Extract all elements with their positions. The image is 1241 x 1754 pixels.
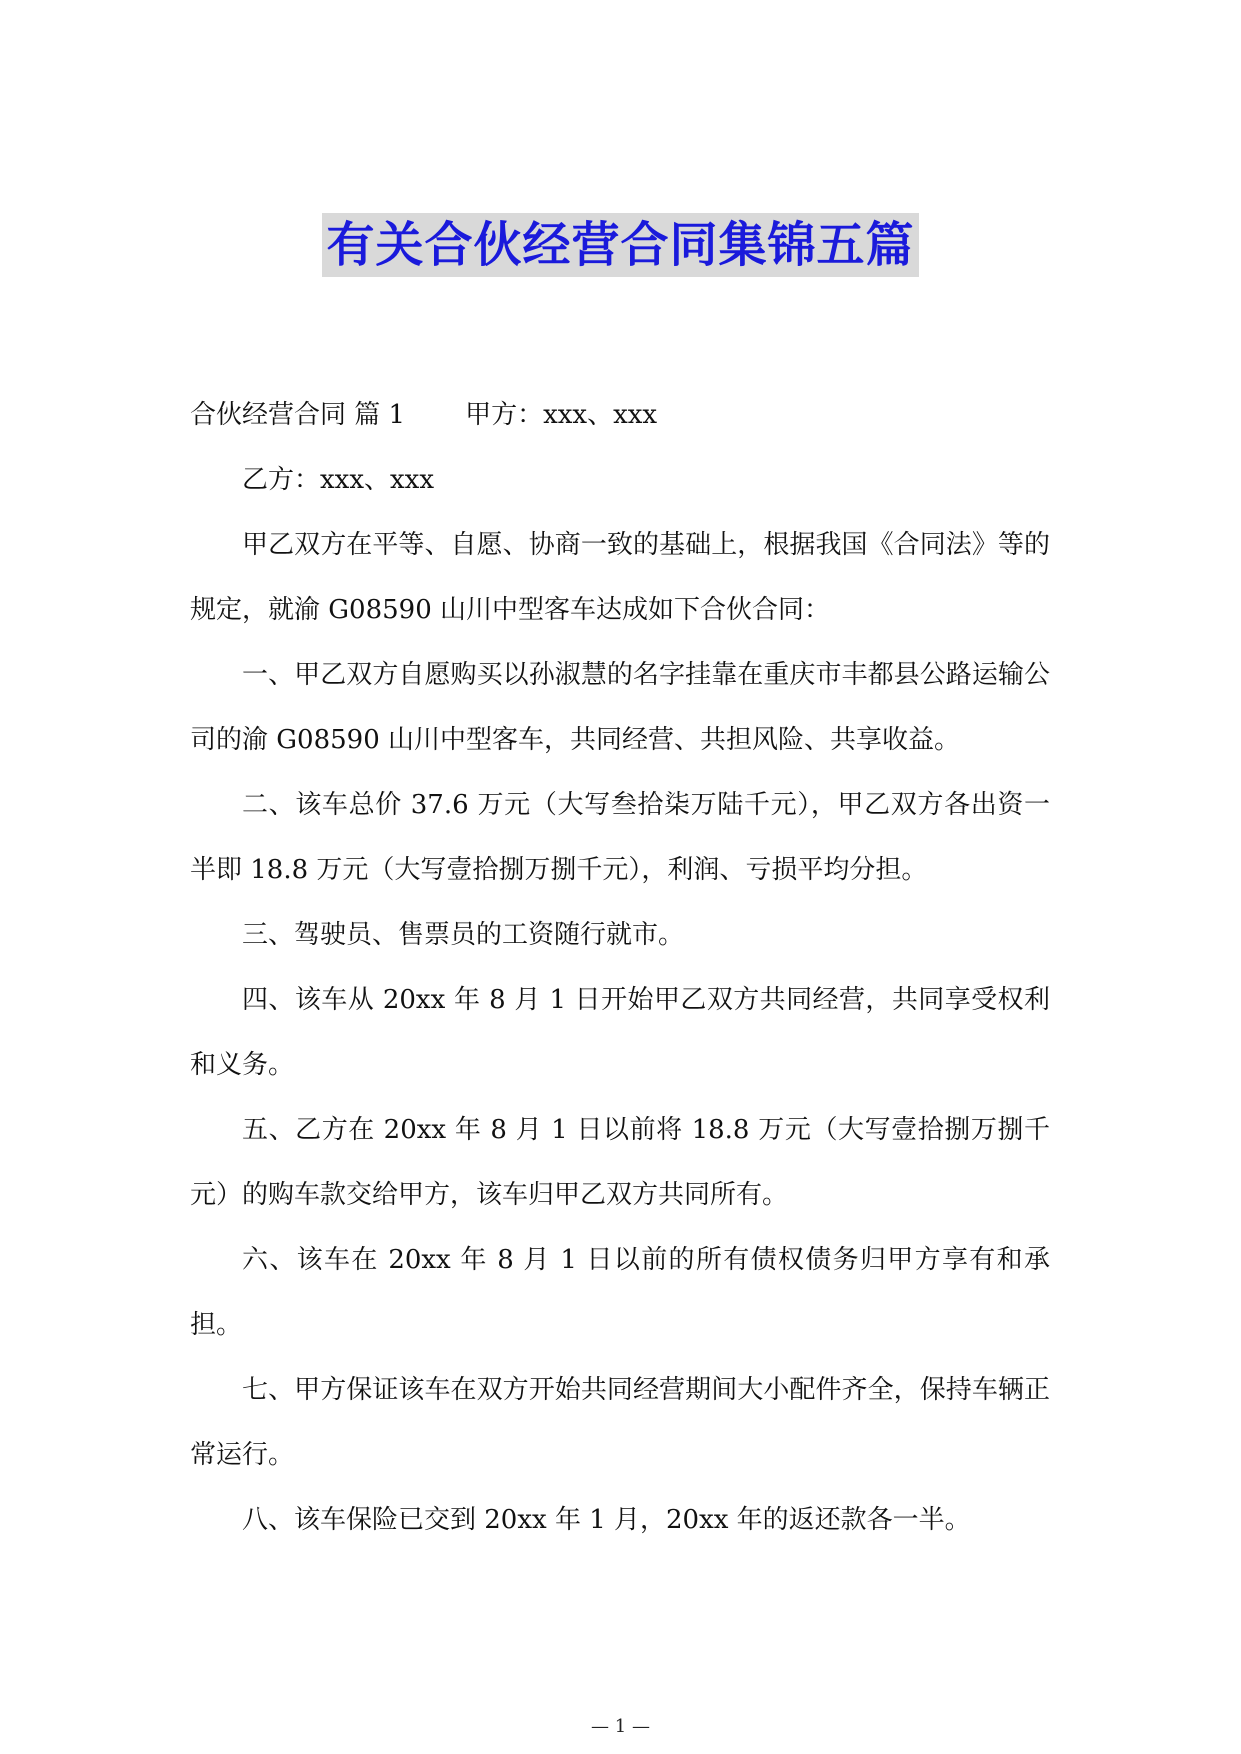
clause-4: 四、该车从 20xx 年 8 月 1 日开始甲乙双方共同经营，共同享受权利和义务。 <box>190 985 1050 1080</box>
clause-5: 五、乙方在 20xx 年 8 月 1 日以前将 18.8 万元（大写壹拾捌万捌千元）的购车款交给甲方，该车归甲乙双方共同所有。 <box>190 1115 1050 1210</box>
clause-8: 八、该车保险已交到 20xx 年 1 月，20xx 年的返还款各一半。 <box>242 1505 971 1535</box>
page-number: — 1 — <box>591 1716 650 1737</box>
paragraph-intro: 甲乙双方在平等、自愿、协商一致的基础上，根据我国《合同法》等的规定，就渝 G08590 山川中型客车达成如下合伙合同： <box>190 530 1050 625</box>
document-title: 有关合伙经营合同集锦五篇 <box>322 213 918 277</box>
clause-7: 七、甲方保证该车在双方开始共同经营期间大小配件齐全，保持车辆正常运行。 <box>190 1375 1050 1470</box>
party-b-line: 乙方：xxx、xxx <box>242 465 434 495</box>
contract-heading-label: 合伙经营合同 篇 1 <box>190 400 406 430</box>
party-a-line: 甲方：xxx、xxx <box>465 400 658 430</box>
title-container <box>0 213 1241 277</box>
clause-2: 二、该车总价 37.6 万元（大写叁拾柒万陆千元），甲乙双方各出资一半即 18.8 万元（大写壹拾捌万捌千元），利润、亏损平均分担。 <box>190 790 1050 885</box>
clause-3: 三、驾驶员、售票员的工资随行就市。 <box>242 920 685 950</box>
clause-1: 一、甲乙双方自愿购买以孙淑慧的名字挂靠在重庆市丰都县公路运输公司的渝 G08590 山川中型客车，共同经营、共担风险、共享收益。 <box>190 660 1050 755</box>
heading-line <box>190 383 1050 448</box>
document-body <box>190 383 1050 1553</box>
clause-6: 六、该车在 20xx 年 8 月 1 日以前的所有债权债务归甲方享有和承担。 <box>190 1245 1050 1340</box>
